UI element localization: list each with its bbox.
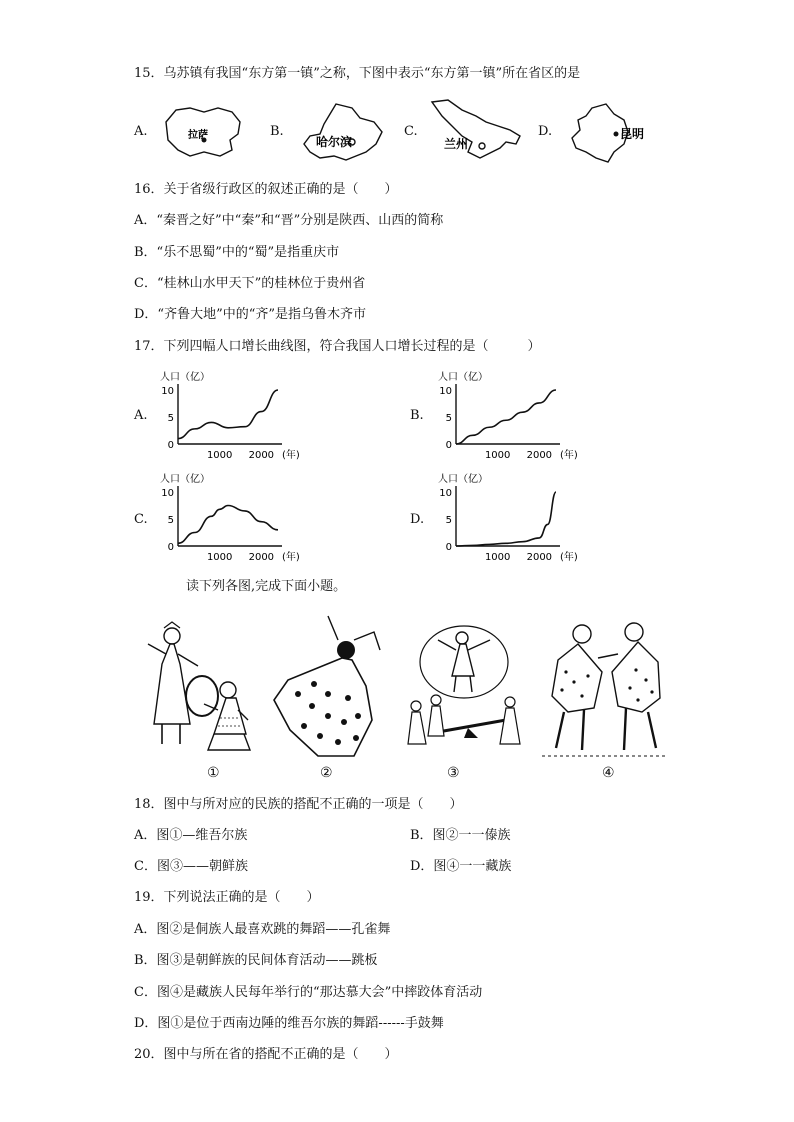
x-tick-label: 2000 [526,552,553,563]
q17-text: 17．下列四幅人口增长曲线图，符合我国人口增长过程的是（ ） [134,339,541,354]
x-tick-label: 2000 [248,552,275,563]
y-tick-label: 10 [439,488,452,499]
tibet-map [160,100,246,162]
y-axis-label: 人口（亿） [160,474,210,485]
figure-3-label: ③ [447,765,460,781]
q16-option-b[interactable]: B．“乐不思蜀”中的“蜀”是指重庆市 [134,245,340,260]
figure-4-label: ④ [602,765,615,781]
q19-option-d[interactable]: D．图①是位于西南边陲的维吾尔族的舞蹈------手鼓舞 [134,1016,444,1031]
chart-a [150,368,300,466]
q18-option-d[interactable]: D．图④一一藏族 [410,859,512,874]
y-tick-label: 10 [439,386,452,397]
q16-text: 16．关于省级行政区的叙述正确的是（ ） [134,182,398,197]
q16-option-c[interactable]: C．“桂林山水甲天下”的桂林位于贵州省 [134,276,366,291]
q15-option-b-letter[interactable]: B. [270,124,284,139]
x-axis-unit: (年) [560,552,578,563]
population-curve [456,390,556,444]
map-a-city: 拉萨 [188,130,208,141]
x-tick-label: 1000 [484,552,511,563]
q20-text: 20．图中与所在省的搭配不正确的是（ ） [134,1047,398,1062]
x-tick-label: 1000 [206,450,233,461]
figure-1-label: ① [207,765,220,781]
q15-text: 15．乌苏镇有我国“东方第一镇”之称，下图中表示“东方第一镇”所在省区的是 [134,66,581,81]
yunnan-map [566,100,660,166]
map-b-city: 哈尔滨 [316,135,353,149]
reading-prompt: 读下列各图,完成下面小题。 [186,579,347,594]
chart-c [150,470,300,568]
x-tick-label: 2000 [526,450,553,461]
x-tick-label: 2000 [248,450,275,461]
q18-option-b[interactable]: B．图②一一傣族 [410,828,511,843]
q17-option-d-letter[interactable]: D. [410,512,425,527]
y-axis-label: 人口（亿） [438,474,488,485]
y-tick-label: 5 [445,515,452,526]
x-axis-unit: (年) [282,450,300,461]
y-tick-label: 0 [167,440,174,451]
q18-option-c[interactable]: C．图③——朝鲜族 [134,859,248,874]
y-tick-label: 0 [445,440,452,451]
q19-option-c[interactable]: C．图④是藏族人民每年举行的“那达慕大会”中摔跤体育活动 [134,985,483,1000]
q15-option-c-letter[interactable]: C. [404,124,418,139]
figure-1-drum-dance [140,614,260,762]
x-axis-unit: (年) [560,450,578,461]
population-curve [178,506,278,544]
population-curve [178,390,278,439]
map-c-city: 兰州 [444,137,469,151]
x-tick-label: 1000 [484,450,511,461]
chart-b [428,368,578,466]
q18-option-a[interactable]: A．图①—维吾尔族 [134,828,248,843]
x-tick-label: 1000 [206,552,233,563]
q16-option-d[interactable]: D．“齐鲁大地”中的“齐”是指乌鲁木齐市 [134,307,367,322]
y-tick-label: 5 [167,515,174,526]
map-d-city: 昆明 [620,127,645,141]
y-tick-label: 10 [161,488,174,499]
heilongjiang-map [296,100,388,164]
y-axis-label: 人口（亿） [160,372,210,383]
q19-text: 19．下列说法正确的是（ ） [134,890,320,905]
y-tick-label: 5 [445,413,452,424]
chart-d [428,470,578,568]
y-tick-label: 10 [161,386,174,397]
population-curve [456,492,556,546]
x-axis-unit: (年) [282,552,300,563]
gansu-map [428,96,526,162]
y-tick-label: 5 [167,413,174,424]
q19-option-a[interactable]: A．图②是侗族人最喜欢跳的舞蹈——孔雀舞 [134,922,391,937]
figure-2-peacock-dance [268,610,388,762]
figure-4-wrestling [538,612,672,762]
q17-option-a-letter[interactable]: A. [134,408,148,423]
figure-2-label: ② [320,765,333,781]
q15-option-a-letter[interactable]: A. [134,124,148,139]
q16-option-a[interactable]: A．“秦晋之好”中“秦”和“晋”分别是陕西、山西的简称 [134,213,444,228]
y-tick-label: 0 [445,542,452,553]
q17-option-b-letter[interactable]: B. [410,408,424,423]
figure-3-seesaw-jump [398,616,526,762]
q18-text: 18．图中与所对应的民族的搭配不正确的一项是（ ） [134,797,463,812]
q19-option-b[interactable]: B．图③是朝鲜族的民间体育活动——跳板 [134,953,378,968]
q17-option-c-letter[interactable]: C. [134,512,148,527]
y-axis-label: 人口（亿） [438,372,488,383]
q15-option-d-letter[interactable]: D. [538,124,553,139]
y-tick-label: 0 [167,542,174,553]
